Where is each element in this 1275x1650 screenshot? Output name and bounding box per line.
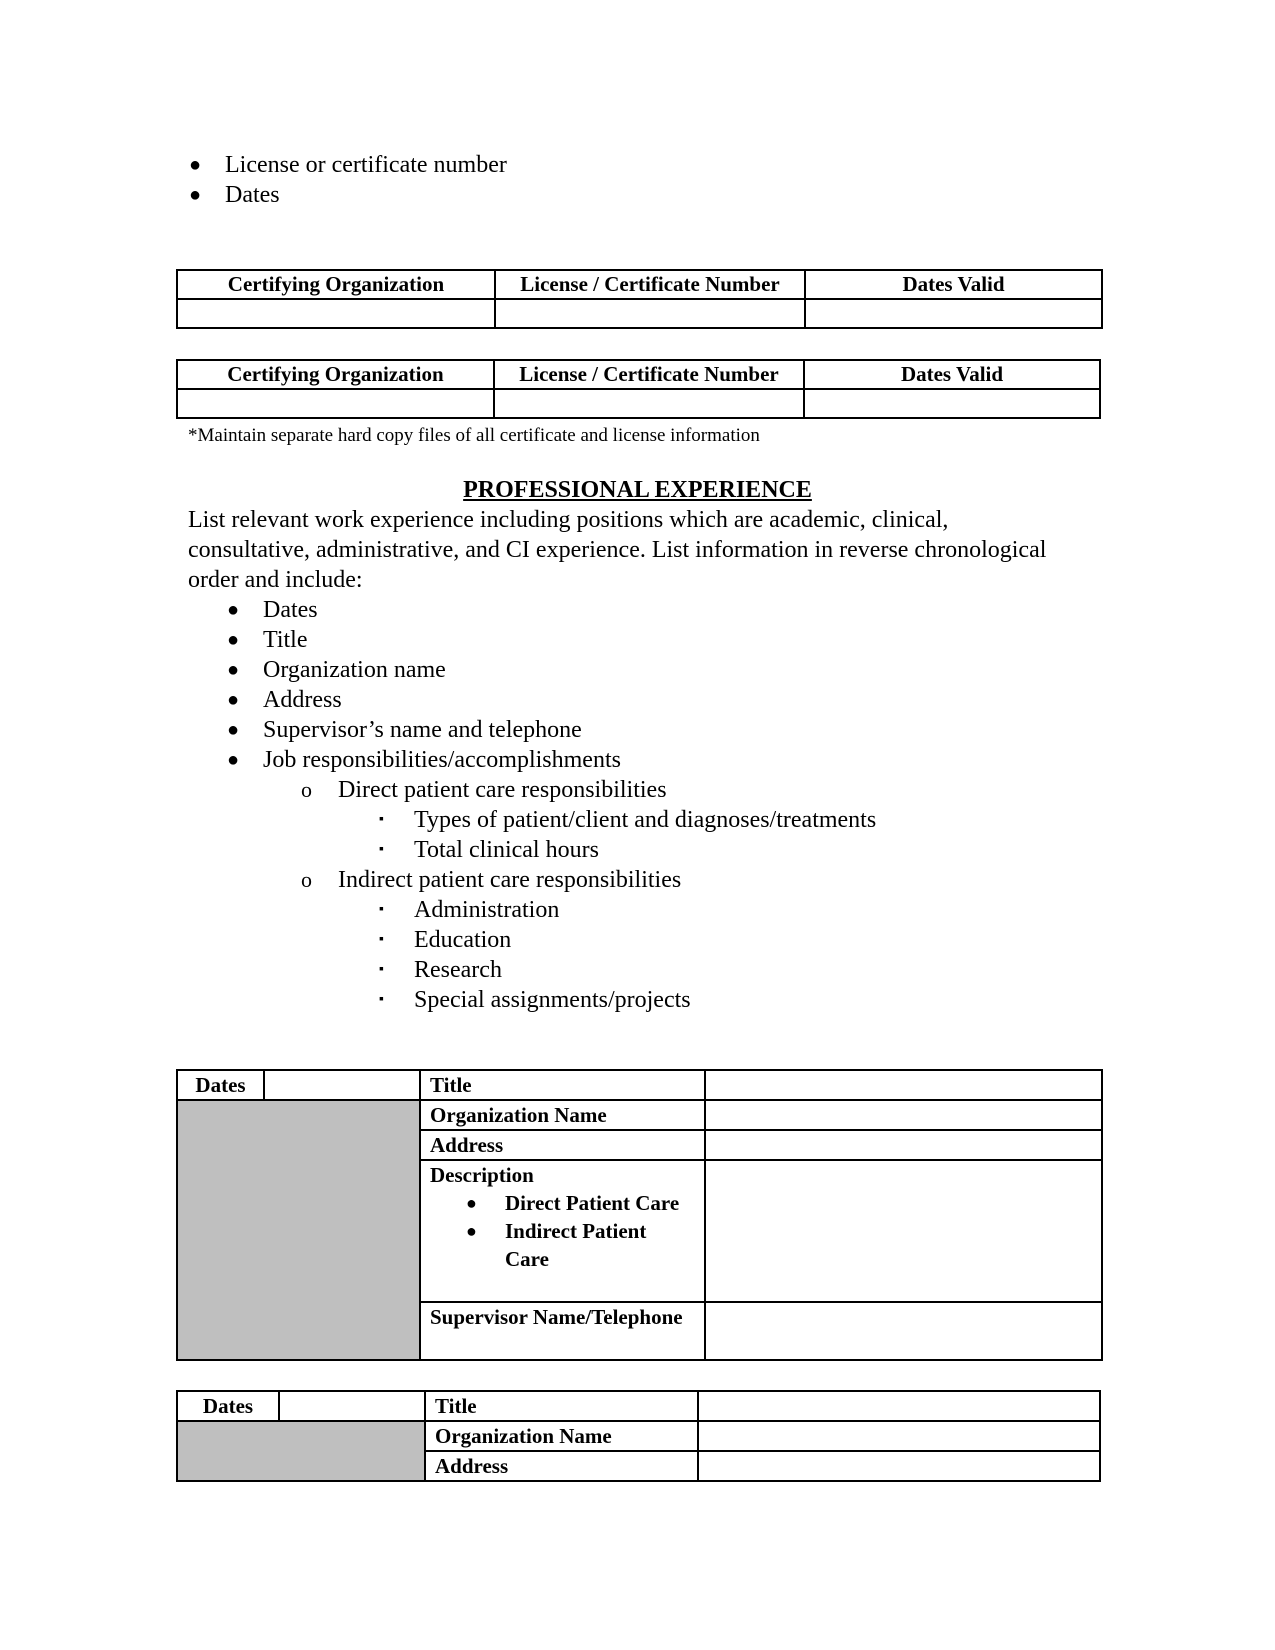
square-bullet-icon: ▪ [379, 992, 384, 1007]
license-number-cell[interactable] [495, 299, 805, 328]
list-item: ● Indirect Patient Care [466, 1219, 647, 1271]
list-item: Organization name [263, 657, 446, 683]
hollow-bullet-icon: o [301, 867, 312, 892]
certifying-organization-cell[interactable] [177, 299, 495, 328]
organization-name-label: Organization Name [425, 1421, 698, 1451]
dates-input[interactable] [264, 1070, 420, 1100]
bullet-icon: ● [189, 154, 202, 176]
description-label: Description [430, 1163, 534, 1187]
description-label-cell [420, 1160, 705, 1302]
dates-valid-cell[interactable] [805, 299, 1102, 328]
column-header-certifying-organization: Certifying Organization [177, 270, 495, 299]
square-bullet-icon: ▪ [379, 812, 384, 827]
certifying-organization-cell[interactable] [177, 389, 494, 418]
list-item: Research [414, 957, 502, 983]
section-title: PROFESSIONAL EXPERIENCE [463, 477, 812, 503]
bullet-icon: ● [227, 719, 240, 741]
square-bullet-icon: ▪ [379, 902, 384, 917]
organization-name-input[interactable] [698, 1421, 1100, 1451]
address-label: Address [420, 1130, 705, 1160]
list-item: Indirect patient care responsibilities [338, 867, 682, 893]
address-input[interactable] [705, 1130, 1102, 1160]
shaded-cell [177, 1100, 420, 1360]
column-header-dates-valid: Dates Valid [805, 270, 1102, 299]
organization-name-input[interactable] [705, 1100, 1102, 1130]
description-list [430, 1189, 704, 1273]
list-item: Dates [225, 182, 280, 208]
title-label: Title [425, 1391, 698, 1421]
list-item: Administration [414, 897, 560, 923]
description-input[interactable] [705, 1160, 1102, 1302]
dates-input[interactable] [279, 1391, 425, 1421]
supervisor-label: Supervisor Name/Telephone [420, 1302, 705, 1360]
shaded-cell [177, 1421, 425, 1481]
bullet-icon: ● [227, 749, 240, 771]
title-input[interactable] [705, 1070, 1102, 1100]
license-number-cell[interactable] [494, 389, 804, 418]
hollow-bullet-icon: o [301, 777, 312, 802]
experience-table-2 [176, 1390, 1101, 1482]
column-header-license-number: License / Certificate Number [495, 270, 805, 299]
intro-line: List relevant work experience including positions which are academic, clinical, [188, 507, 949, 533]
dates-valid-cell[interactable] [804, 389, 1100, 418]
list-item: Address [263, 687, 342, 713]
dates-label: Dates [177, 1391, 279, 1421]
square-bullet-icon: ▪ [379, 932, 384, 947]
intro-line: consultative, administrative, and CI experience. List information in reverse chronological [188, 537, 1047, 563]
column-header-certifying-organization: Certifying Organization [177, 360, 494, 389]
organization-name-label: Organization Name [420, 1100, 705, 1130]
list-item: Special assignments/projects [414, 987, 691, 1013]
bullet-icon: ● [189, 184, 202, 206]
title-input[interactable] [698, 1391, 1100, 1421]
list-item: Title [263, 627, 308, 653]
square-bullet-icon: ▪ [379, 962, 384, 977]
bullet-icon: ● [466, 1193, 477, 1213]
list-item: Dates [263, 597, 318, 623]
bullet-icon: ● [227, 599, 240, 621]
experience-table-1 [176, 1069, 1103, 1361]
list-item: Supervisor’s name and telephone [263, 717, 582, 743]
square-bullet-icon: ▪ [379, 842, 384, 857]
address-input[interactable] [698, 1451, 1100, 1481]
certificate-table-1 [176, 269, 1103, 329]
certificate-table-2 [176, 359, 1101, 419]
list-item: License or certificate number [225, 152, 507, 178]
list-item: Education [414, 927, 512, 953]
column-header-license-number: License / Certificate Number [494, 360, 804, 389]
list-item: ● Direct Patient Care [466, 1191, 680, 1215]
bullet-icon: ● [227, 659, 240, 681]
list-item: Job responsibilities/accomplishments [263, 747, 621, 773]
address-label: Address [425, 1451, 698, 1481]
title-label: Title [420, 1070, 705, 1100]
intro-line: order and include: [188, 567, 363, 593]
bullet-icon: ● [227, 689, 240, 711]
list-item: Total clinical hours [414, 837, 599, 863]
footnote: *Maintain separate hard copy files of all certificate and license information [188, 425, 760, 446]
list-item: Direct patient care responsibilities [338, 777, 667, 803]
list-item: Types of patient/client and diagnoses/treatments [414, 807, 877, 833]
bullet-icon: ● [466, 1221, 477, 1241]
dates-label: Dates [177, 1070, 264, 1100]
supervisor-input[interactable] [705, 1302, 1102, 1360]
column-header-dates-valid: Dates Valid [804, 360, 1100, 389]
bullet-icon: ● [227, 629, 240, 651]
